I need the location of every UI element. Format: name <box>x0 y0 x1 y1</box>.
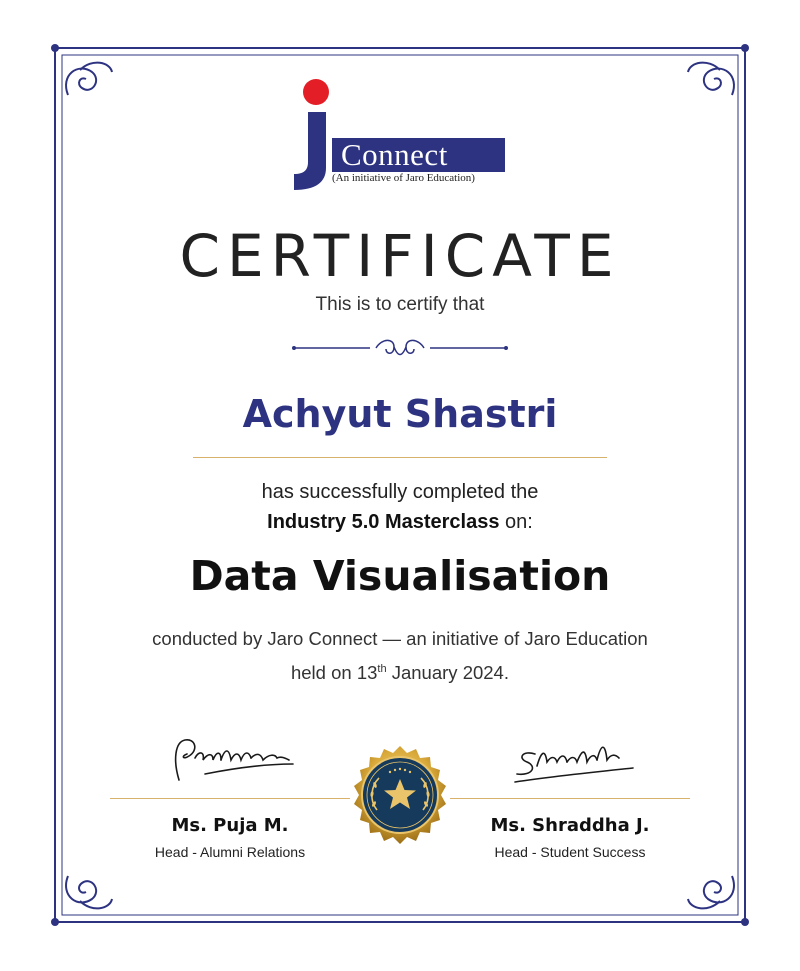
signatory-name: Ms. Puja M. <box>171 815 289 836</box>
held-prefix: held on 13 <box>290 662 378 684</box>
signatory-right <box>450 815 690 860</box>
signatory-left <box>110 815 350 860</box>
completion-line: has successfully completed the <box>261 481 539 503</box>
program-suffix: on: <box>499 511 533 533</box>
held-sup: th <box>377 663 387 675</box>
signatory-role: Head - Student Success <box>494 844 646 860</box>
logo-j-mark <box>290 78 335 193</box>
signature-line-right <box>450 798 690 799</box>
certificate-title: CERTIFICATE <box>179 222 621 290</box>
signatory-name: Ms. Shraddha J. <box>490 815 650 836</box>
gold-star-seal <box>345 744 455 854</box>
held-suffix: January 2024. <box>386 662 509 684</box>
program-line <box>0 507 800 537</box>
signatory-role: Head - Alumni Relations <box>154 844 306 860</box>
ornament-divider <box>290 333 510 361</box>
recipient-name: Achyut Shastri <box>242 392 558 436</box>
held-date-line <box>0 654 800 688</box>
recipient-underline <box>193 457 607 458</box>
logo-tagline: (An initiative of Jaro Education) <box>332 172 475 184</box>
completion-text <box>0 477 800 537</box>
signature-shraddha <box>505 732 640 788</box>
corner-flourish-top-left <box>66 63 112 95</box>
jaro-connect-logo <box>290 78 515 193</box>
signature-puja <box>165 730 300 790</box>
certify-text: This is to certify that <box>315 294 485 315</box>
conducted-text <box>0 624 800 688</box>
program-name: Industry 5.0 Masterclass <box>267 511 500 533</box>
logo-brand-text: Connect <box>332 138 505 172</box>
corner-flourish-top-right <box>688 63 734 95</box>
signature-line-left <box>110 798 350 799</box>
course-title: Data Visualisation <box>189 552 611 600</box>
corner-flourish-bottom-left <box>66 876 112 908</box>
conducted-line: conducted by Jaro Connect — an initiative of Jaro Education <box>152 628 648 649</box>
corner-flourish-bottom-right <box>688 876 734 908</box>
